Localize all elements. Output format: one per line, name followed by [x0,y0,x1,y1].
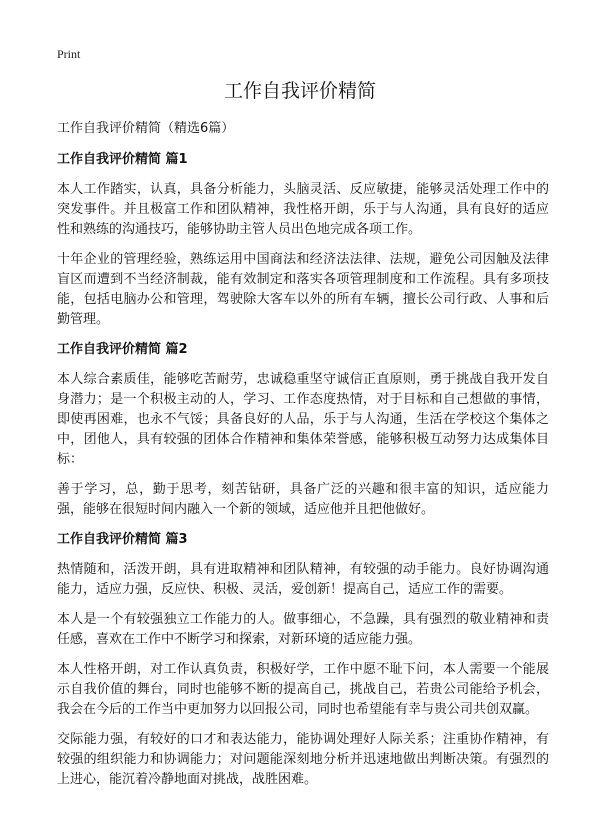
section-1 [57,150,549,330]
paragraph: 本人性格开朗，对工作认真负责，积极好学，工作中愿不耻下问，本人需要一个能展示自我价值的舞台，同时也能够不断的提高自己，挑战自己，若贵公司能给予机会，我会在今后的工作当中更加努力以回报公司，同时也希望能有幸与贵公司共创双赢。 [57,662,549,717]
section-heading: 工作自我评价精简 篇2 [57,342,188,357]
print-link[interactable]: Print [57,47,81,61]
document-subtitle: 工作自我评价精简（精选6篇） [57,121,235,136]
document-body [57,119,549,800]
section-heading: 工作自我评价精简 篇3 [57,532,188,547]
section-2 [57,340,549,520]
paragraph: 本人是一个有较强独立工作能力的人。做事细心，不急躁，具有强烈的敬业精神和责任感，喜欢在工作中不断学习和探索，对新环境的适应能力强。 [57,612,549,647]
section-heading: 工作自我评价精简 篇1 [57,152,188,167]
paragraph: 热情随和，活泼开朗，具有进取精神和团队精神，有较强的动手能力。良好协调沟通能力，适应力强，反应快、积极、灵活，爱创新！提高自己，适应工作的需要。 [57,562,549,597]
paragraph: 交际能力强，有较好的口才和表达能力，能协调处理好人际关系；注重协作精神，有较强的组织能力和协调能力；对问题能深刻地分析并迅速地做出判断决策。有强烈的上进心，能沉着冷静地面对挑战，战胜困难。 [57,732,549,787]
paragraph: 善于学习，总，勤于思考，刻苦钻研，具备广泛的兴趣和很丰富的知识，适应能力强，能够在很短时间内融入一个新的领域，适应他并且把他做好。 [57,482,549,517]
section-3 [57,530,549,790]
paragraph: 本人工作踏实，认真，具备分析能力，头脑灵活、反应敏捷，能够灵活处理工作中的突发事件。并且极富工作和团队精神，我性格开朗，乐于与人沟通，具有良好的适应性和熟练的沟通技巧，能够协助主管人员出色地完成各项工作。 [57,182,549,237]
page-title: 工作自我评价精简 [223,80,376,102]
paragraph: 十年企业的管理经验，熟练运用中国商法和经济法法律、法规，避免公司因触及法律盲区而遭到不当经济制裁，能有效制定和落实各项管理制度和工作流程。具有多项技能，包括电脑办公和管理，驾驶除大客车以外的所有车辆，擅长公司行政、人事和后勤管理。 [57,252,549,327]
paragraph: 本人综合素质佳，能够吃苦耐劳，忠诚稳重坚守诚信正直原则，勇于挑战自我开发自身潜力；是一个积极主动的人，学习、工作态度热情，对于目标和自己想做的事情，即使再困难，也永不气馁；具备良好的人品，乐于与人沟通，生活在学校这个集体之中，团他人，具有较强的团体合作精神和集体荣誉感，能够积极互动努力达成集体目标： [57,372,549,467]
